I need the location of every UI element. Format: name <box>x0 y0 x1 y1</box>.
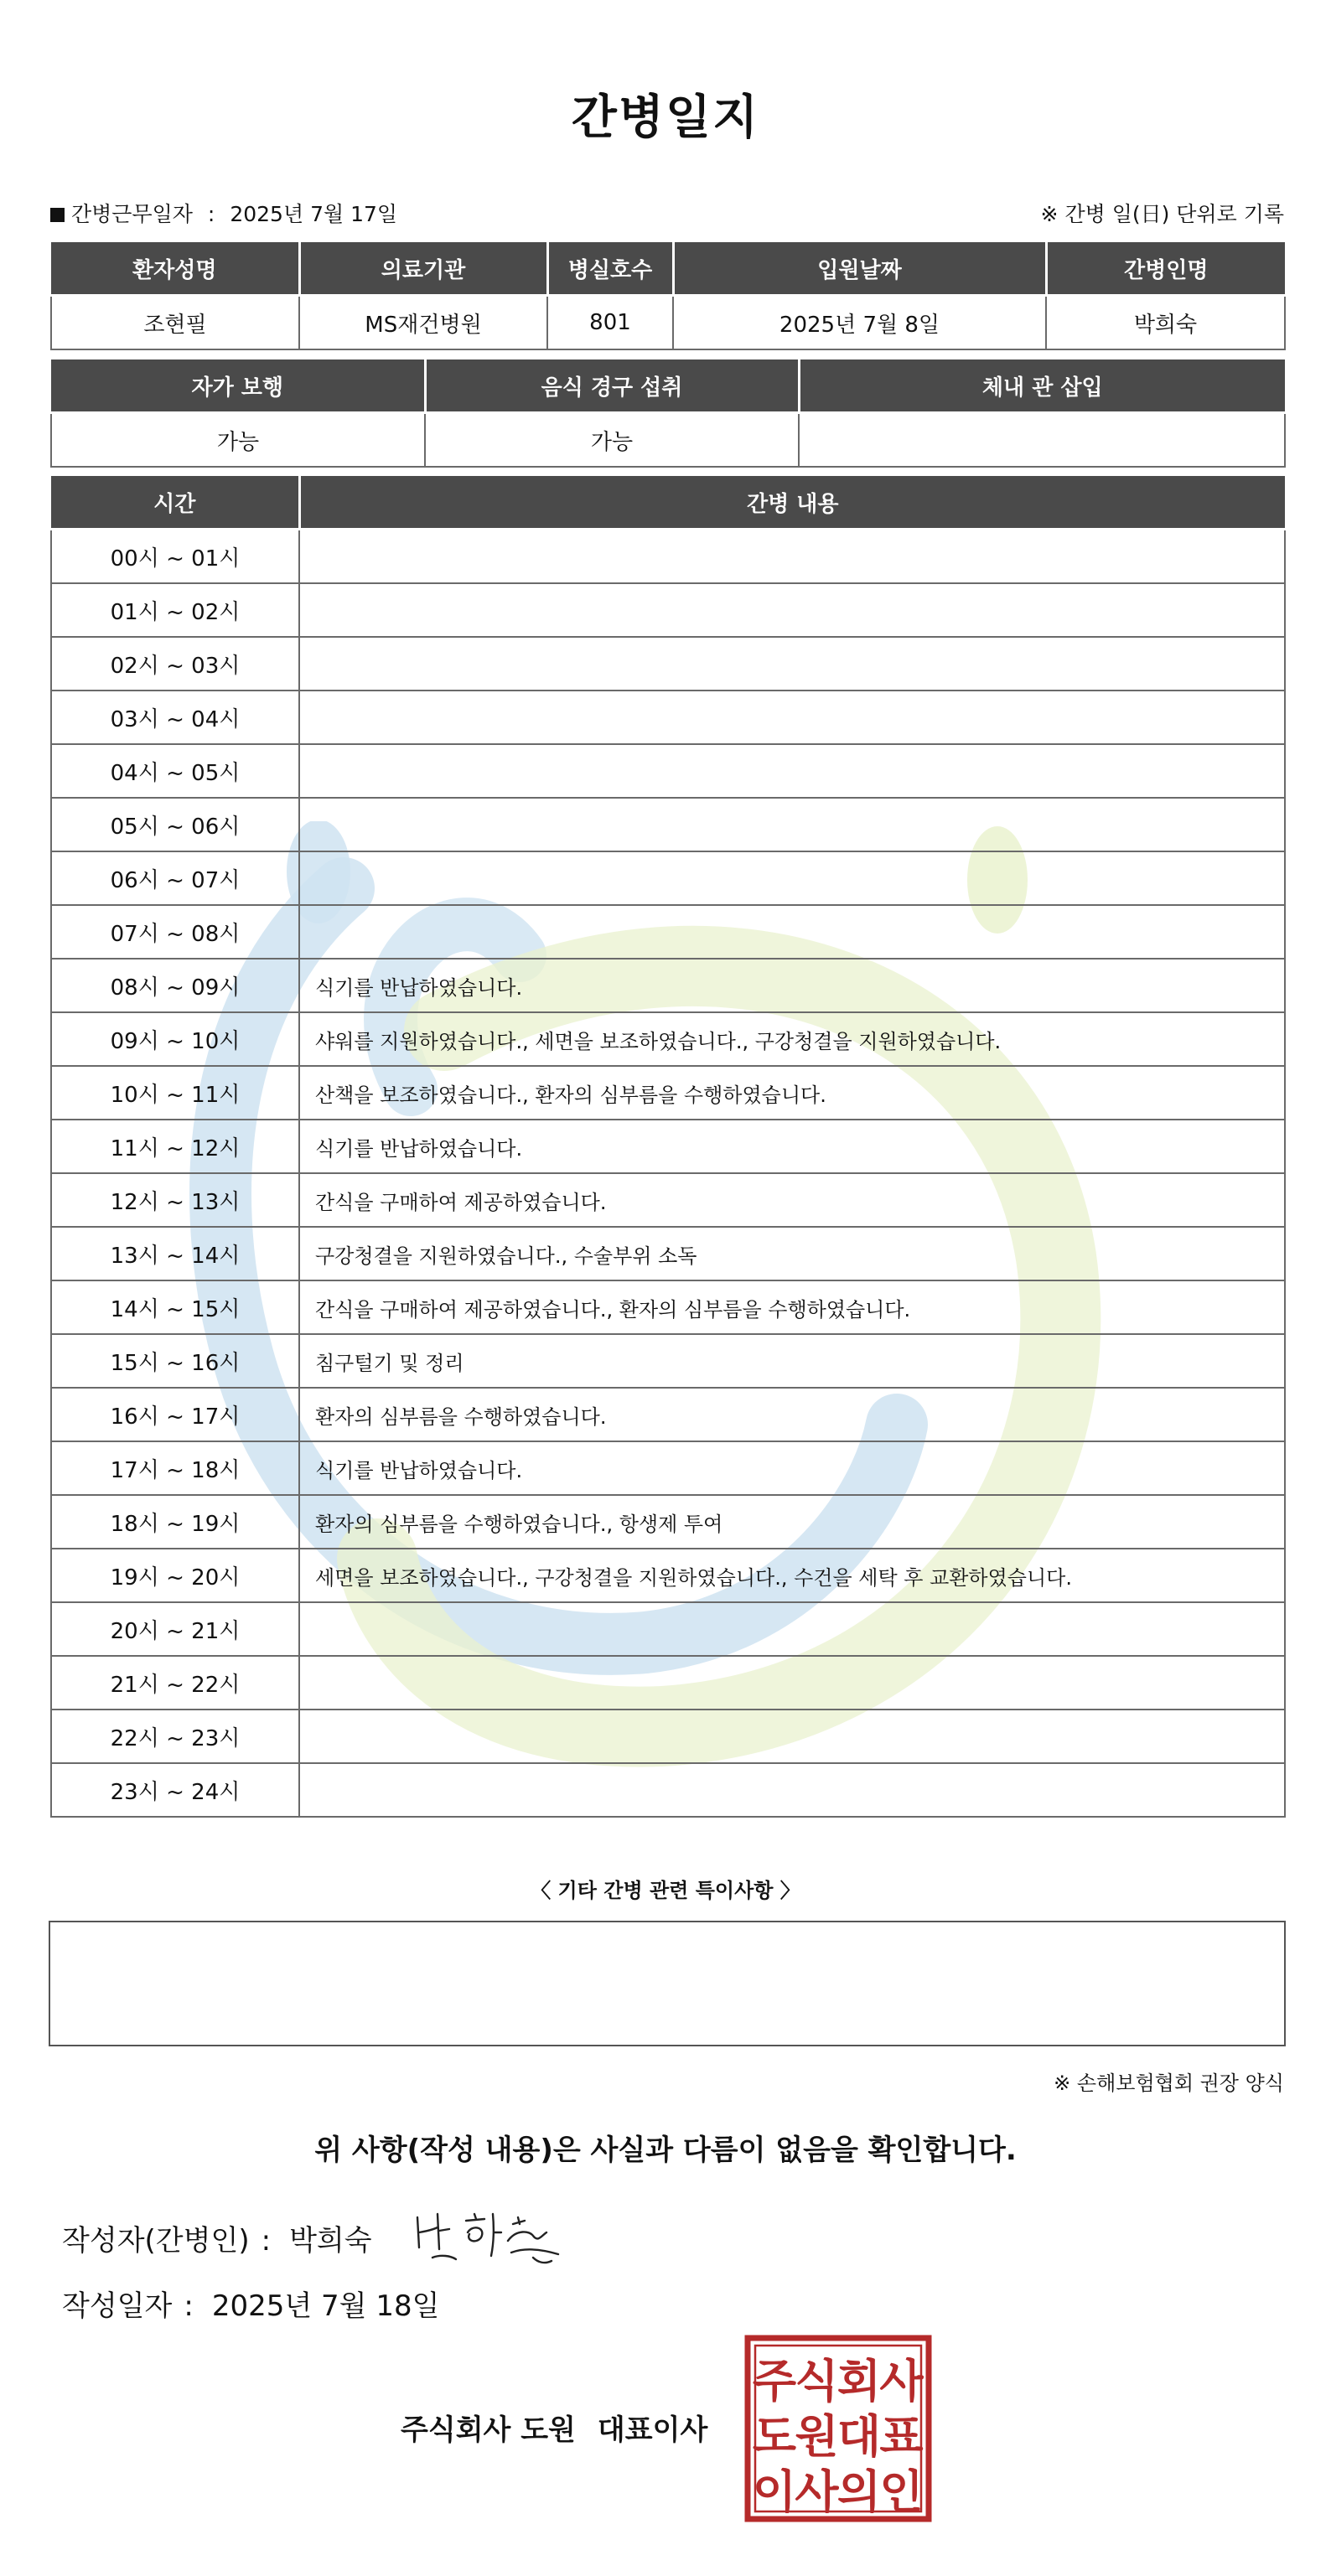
time-cell: 20시 ~ 21시 <box>51 1602 299 1656</box>
self-walking-cell: 가능 <box>51 413 425 468</box>
table-row <box>51 530 1285 584</box>
time-cell: 18시 ~ 19시 <box>51 1495 299 1549</box>
seal-character: 사 <box>879 2355 924 2408</box>
time-cell: 21시 ~ 22시 <box>51 1656 299 1710</box>
table-row <box>51 1441 1285 1495</box>
time-cell: 03시 ~ 04시 <box>51 691 299 744</box>
content-cell <box>299 798 1285 851</box>
header-room-number: 병실호수 <box>547 241 673 296</box>
content-cell: 간식을 구매하여 제공하였습니다. <box>299 1173 1285 1227</box>
table-row <box>51 1227 1285 1280</box>
table-row <box>51 1549 1285 1602</box>
time-cell: 05시 ~ 06시 <box>51 798 299 851</box>
header-care-content: 간병 내용 <box>299 475 1285 530</box>
table-row <box>51 1602 1285 1656</box>
seal-character: 대 <box>836 2410 882 2463</box>
duty-date-line <box>50 198 397 228</box>
table-row <box>51 744 1285 798</box>
caregiver-name-cell: 박희숙 <box>1046 296 1285 350</box>
content-cell <box>299 851 1285 905</box>
writer-line <box>62 2217 372 2258</box>
patient-name-cell: 조현필 <box>51 296 299 350</box>
time-cell: 08시 ~ 09시 <box>51 959 299 1012</box>
seal-character: 회 <box>836 2355 882 2408</box>
time-cell: 12시 ~ 13시 <box>51 1173 299 1227</box>
table-row <box>51 1012 1285 1066</box>
remarks-box <box>49 1921 1286 2046</box>
patient-info-table <box>50 240 1286 350</box>
content-cell: 환자의 심부름을 수행하였습니다., 항생제 투여 <box>299 1495 1285 1549</box>
written-date-colon: : <box>184 2289 194 2323</box>
hospital-cell: MS재건병원 <box>299 296 547 350</box>
content-cell <box>299 691 1285 744</box>
writer-colon: : <box>261 2224 272 2258</box>
company-title: 대표이사 <box>597 2413 708 2447</box>
content-cell <box>299 1763 1285 1817</box>
table-row <box>51 637 1285 691</box>
content-cell <box>299 1656 1285 1710</box>
content-cell <box>299 583 1285 637</box>
writer-name: 박희숙 <box>289 2224 372 2258</box>
seal-character: 사 <box>795 2465 839 2518</box>
patient-status-value-row <box>51 413 1285 468</box>
writer-label: 작성자(간병인) <box>62 2224 250 2258</box>
content-cell: 식기를 반납하였습니다. <box>299 959 1285 1012</box>
header-self-walking: 자가 보행 <box>51 359 425 413</box>
remarks-title: 〈 기타 간병 관련 특이사항 〉 <box>531 1879 800 1902</box>
seal-character: 도 <box>752 2410 797 2463</box>
table-row <box>51 1710 1285 1763</box>
header-time: 시간 <box>51 475 299 530</box>
handwritten-signature-icon <box>407 2199 575 2274</box>
company-signature-line <box>401 2407 707 2448</box>
room-number-cell: 801 <box>547 296 673 350</box>
table-row <box>51 1763 1285 1817</box>
duty-date-colon: : <box>207 202 215 226</box>
seal-character: 주 <box>752 2355 797 2408</box>
table-row <box>51 1280 1285 1334</box>
seal-character: 의 <box>836 2465 882 2518</box>
time-cell: 06시 ~ 07시 <box>51 851 299 905</box>
time-cell: 07시 ~ 08시 <box>51 905 299 959</box>
seal-character: 식 <box>795 2355 839 2408</box>
company-seal-stamp <box>744 2335 932 2522</box>
table-row <box>51 1388 1285 1441</box>
time-cell: 14시 ~ 15시 <box>51 1280 299 1334</box>
table-row <box>51 691 1285 744</box>
content-cell: 환자의 심부름을 수행하였습니다. <box>299 1388 1285 1441</box>
time-cell: 15시 ~ 16시 <box>51 1334 299 1388</box>
written-date-line <box>62 2283 439 2324</box>
time-cell: 10시 ~ 11시 <box>51 1066 299 1120</box>
content-cell <box>299 905 1285 959</box>
patient-info-value-row <box>51 296 1285 350</box>
header-tube-insertion: 체내 관 삽입 <box>799 359 1285 413</box>
patient-info-header-row <box>51 241 1285 296</box>
duty-date-label: 간병근무일자 <box>71 202 193 226</box>
form-source-note: ※ 손해보험협회 권장 양식 <box>1054 2072 1284 2095</box>
header-patient-name: 환자성명 <box>51 241 299 296</box>
tube-insertion-cell <box>799 413 1285 468</box>
content-cell <box>299 1602 1285 1656</box>
time-cell: 13시 ~ 14시 <box>51 1227 299 1280</box>
content-cell: 세면을 보조하였습니다., 구강청결을 지원하였습니다., 수건을 세탁 후 교환하였습니다. <box>299 1549 1285 1602</box>
table-row <box>51 851 1285 905</box>
confirmation-statement: 위 사항(작성 내용)은 사실과 다름이 없음을 확인합니다. <box>314 2134 1017 2167</box>
table-row <box>51 1656 1285 1710</box>
table-row <box>51 959 1285 1012</box>
content-cell <box>299 1710 1285 1763</box>
time-cell: 23시 ~ 24시 <box>51 1763 299 1817</box>
seal-character: 인 <box>879 2465 924 2518</box>
table-row <box>51 1495 1285 1549</box>
time-cell: 02시 ~ 03시 <box>51 637 299 691</box>
content-cell: 간식을 구매하여 제공하였습니다., 환자의 심부름을 수행하였습니다. <box>299 1280 1285 1334</box>
duty-date-value: 2025년 7월 17일 <box>230 202 398 226</box>
time-cell: 19시 ~ 20시 <box>51 1549 299 1602</box>
unit-note: ※ 간병 일(日) 단위로 기록 <box>1040 202 1284 226</box>
table-row <box>51 1066 1285 1120</box>
table-row <box>51 905 1285 959</box>
header-hospital: 의료기관 <box>299 241 547 296</box>
content-cell: 샤워를 지원하였습니다., 세면을 보조하였습니다., 구강청결을 지원하였습니다. <box>299 1012 1285 1066</box>
header-caregiver-name: 간병인명 <box>1046 241 1285 296</box>
time-cell: 17시 ~ 18시 <box>51 1441 299 1495</box>
hourly-care-log-table <box>50 473 1286 1818</box>
seal-character: 표 <box>879 2410 924 2463</box>
content-cell: 산책을 보조하였습니다., 환자의 심부름을 수행하였습니다. <box>299 1066 1285 1120</box>
patient-status-table <box>50 357 1286 468</box>
seal-character: 원 <box>795 2410 839 2463</box>
content-cell <box>299 637 1285 691</box>
seal-character: 이 <box>752 2465 797 2518</box>
content-cell: 구강청결을 지원하였습니다., 수술부위 소독 <box>299 1227 1285 1280</box>
page-title: 간병일지 <box>571 91 760 145</box>
log-header-row <box>51 475 1285 530</box>
square-bullet-icon <box>50 208 65 222</box>
table-row <box>51 1334 1285 1388</box>
content-cell <box>299 530 1285 584</box>
table-row <box>51 1120 1285 1173</box>
written-date-value: 2025년 7월 18일 <box>211 2289 440 2323</box>
table-row <box>51 798 1285 851</box>
table-row <box>51 1173 1285 1227</box>
time-cell: 01시 ~ 02시 <box>51 583 299 637</box>
time-cell: 22시 ~ 23시 <box>51 1710 299 1763</box>
header-admission-date: 입원날짜 <box>673 241 1046 296</box>
header-oral-intake: 음식 경구 섭취 <box>425 359 799 413</box>
time-cell: 16시 ~ 17시 <box>51 1388 299 1441</box>
table-row <box>51 583 1285 637</box>
oral-intake-cell: 가능 <box>425 413 799 468</box>
content-cell: 식기를 반납하였습니다. <box>299 1441 1285 1495</box>
content-cell <box>299 744 1285 798</box>
content-cell: 식기를 반납하였습니다. <box>299 1120 1285 1173</box>
time-cell: 04시 ~ 05시 <box>51 744 299 798</box>
content-cell: 침구털기 및 정리 <box>299 1334 1285 1388</box>
time-cell: 00시 ~ 01시 <box>51 530 299 584</box>
admission-date-cell: 2025년 7월 8일 <box>673 296 1046 350</box>
time-cell: 11시 ~ 12시 <box>51 1120 299 1173</box>
company-name: 주식회사 도원 <box>401 2413 576 2447</box>
patient-status-header-row <box>51 359 1285 413</box>
time-cell: 09시 ~ 10시 <box>51 1012 299 1066</box>
written-date-label: 작성일자 <box>62 2289 173 2323</box>
